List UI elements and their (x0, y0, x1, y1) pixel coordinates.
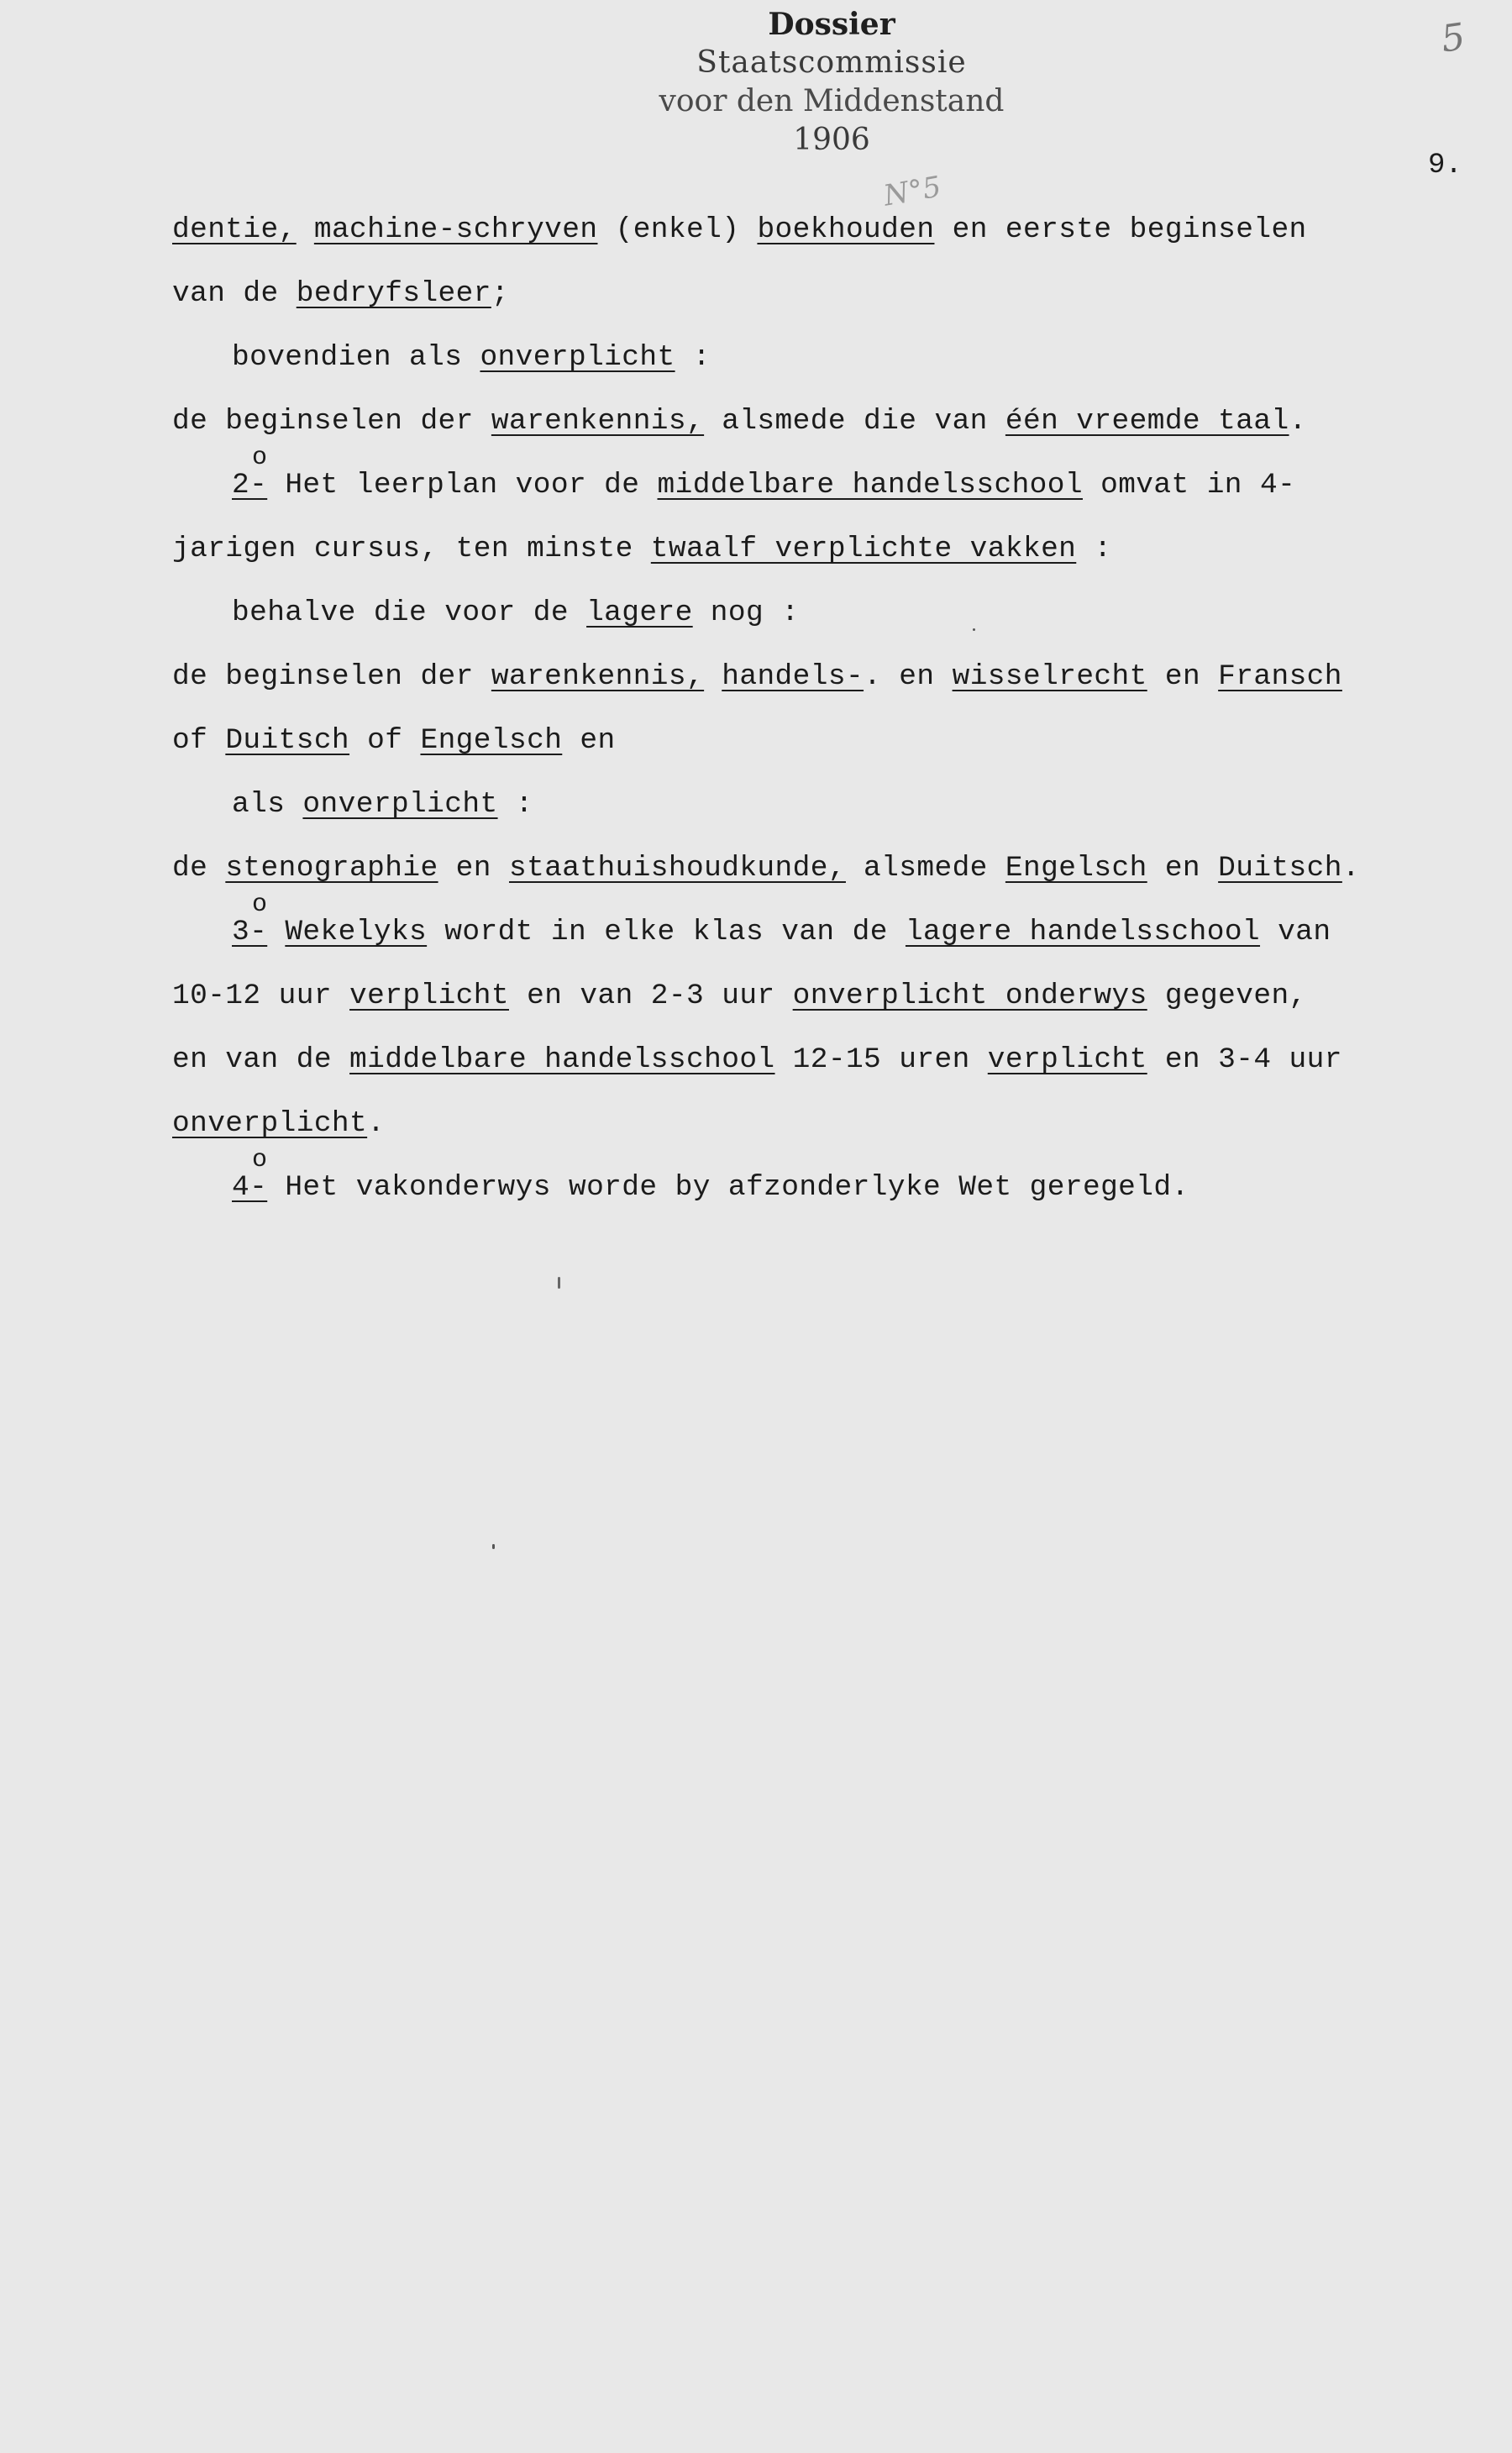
line-fragment: ; (491, 277, 509, 310)
line-fragment: wordt in elke klas van de (427, 916, 906, 948)
text-line-9 (172, 724, 616, 758)
underlined-term: twaalf verplichte vakken (650, 533, 1077, 565)
underlined-term: bedryfsleer (296, 277, 491, 310)
line-fragment: of (349, 724, 421, 757)
text-line-11 (172, 852, 1360, 885)
text-line-4 (172, 405, 1307, 439)
underlined-term: verplicht (349, 980, 509, 1012)
text-line-13 (172, 980, 1307, 1013)
underlined-term: handels- (722, 660, 864, 693)
line-fragment: Het leerplan voor de (267, 469, 658, 502)
underlined-term: middelbare handelsschool (349, 1043, 775, 1076)
underlined-term: verplicht (987, 1043, 1147, 1076)
underlined-term: Engelsch (1005, 852, 1147, 885)
line-fragment: : (1076, 533, 1112, 565)
archive-stamp (588, 5, 1075, 160)
text-line-1 (172, 213, 1307, 247)
line-fragment (297, 213, 314, 246)
line-fragment: en (438, 852, 509, 885)
line-fragment: van (1260, 916, 1331, 948)
line-fragment: en van de (172, 1043, 350, 1076)
line-fragment: en van 2-3 uur (508, 980, 793, 1012)
underlined-term: lagere handelsschool (905, 916, 1261, 948)
underlined-term: onverplicht (480, 341, 675, 374)
text-line-2 (172, 277, 509, 311)
line-fragment: . (367, 1107, 386, 1140)
line-fragment: of (172, 724, 226, 757)
scan-speck (558, 1277, 560, 1289)
underlined-term: warenkennis, (491, 660, 705, 693)
line-fragment: bovendien als (232, 341, 480, 374)
line-fragment: de beginselen der (172, 660, 491, 693)
text-line-14 (172, 1043, 1342, 1077)
line-fragment: als (232, 788, 303, 821)
underlined-term: Engelsch (420, 724, 563, 757)
line-fragment: Het vakonderwys worde by afzonderlyke Wet geregeld. (267, 1171, 1189, 1204)
text-line-3 (232, 341, 711, 375)
line-fragment: jarigen cursus, ten minste (172, 533, 651, 565)
underlined-term: lagere (586, 596, 693, 629)
scan-speck (973, 628, 975, 631)
stamp-line-year: 1906 (793, 123, 870, 157)
underlined-term: onverplicht (172, 1107, 368, 1140)
underlined-term: één vreemde taal (1005, 405, 1289, 438)
underlined-term: staathuishoudkunde, (508, 852, 846, 885)
underlined-term: boekhouden (757, 213, 935, 246)
line-fragment (267, 916, 285, 948)
line-fragment: : (675, 341, 711, 374)
underlined-term: stenographie (225, 852, 438, 885)
text-line-12 (232, 916, 1331, 949)
line-fragment: gegeven, (1147, 980, 1307, 1012)
line-fragment: alsmede die van (704, 405, 1005, 438)
paragraph-number: 4- (232, 1171, 268, 1204)
ordinal-degree-mark: o (252, 1146, 268, 1174)
line-fragment: (enkel) (597, 213, 758, 246)
underlined-term: Wekelyks (285, 916, 428, 948)
underlined-term: wisselrecht (952, 660, 1147, 693)
line-fragment: . en (864, 660, 953, 693)
line-fragment: de (172, 852, 226, 885)
text-line-7 (232, 596, 799, 630)
underlined-term: middelbare handelsschool (657, 469, 1083, 502)
ordinal-degree-mark: o (252, 890, 268, 919)
line-fragment: en eerste beginselen (934, 213, 1307, 246)
text-line-16 (232, 1171, 1189, 1205)
page-number: 9. (1428, 150, 1462, 181)
underlined-term: Duitsch (1218, 852, 1342, 885)
line-fragment: omvat in 4- (1082, 469, 1296, 502)
underlined-term: Duitsch (225, 724, 350, 757)
corner-pencil-mark: 5 (1438, 15, 1468, 61)
stamp-line-commission: Staatscommissie (696, 45, 967, 80)
line-fragment: . (1341, 852, 1360, 885)
text-line-6 (172, 533, 1112, 566)
line-fragment: en (1147, 660, 1219, 693)
line-fragment: en (562, 724, 616, 757)
line-fragment: . (1289, 405, 1307, 438)
text-line-15 (172, 1107, 385, 1141)
line-fragment: en (1147, 852, 1219, 885)
pencil-annotation: N°5 (881, 170, 944, 213)
underlined-term: Fransch (1218, 660, 1342, 693)
text-line-5 (232, 469, 1295, 502)
underlined-term: warenkennis, (491, 405, 705, 438)
line-fragment: behalve die voor de (232, 596, 587, 629)
stamp-line-dossier: Dossier (768, 7, 895, 42)
stamp-line-middenstand: voor den Middenstand (659, 84, 1005, 118)
line-fragment: en 3-4 uur (1147, 1043, 1342, 1076)
line-fragment: van de (172, 277, 297, 310)
line-fragment: de beginselen der (172, 405, 491, 438)
underlined-term: machine-schryven (313, 213, 598, 246)
line-fragment: alsmede (845, 852, 1005, 885)
paragraph-number: 2- (232, 469, 268, 502)
paragraph-number: 3- (232, 916, 268, 948)
underlined-term: onverplicht (302, 788, 498, 821)
text-line-8 (172, 660, 1342, 694)
line-fragment: : (497, 788, 533, 821)
underlined-term: onverplicht onderwys (792, 980, 1147, 1012)
text-line-10 (232, 788, 533, 822)
ordinal-degree-mark: o (252, 444, 268, 472)
line-fragment: nog : (692, 596, 800, 629)
scan-speck (492, 1544, 495, 1549)
line-fragment: 12-15 uren (774, 1043, 988, 1076)
line-fragment (704, 660, 722, 693)
underlined-term: dentie, (172, 213, 297, 246)
line-fragment: 10-12 uur (172, 980, 350, 1012)
